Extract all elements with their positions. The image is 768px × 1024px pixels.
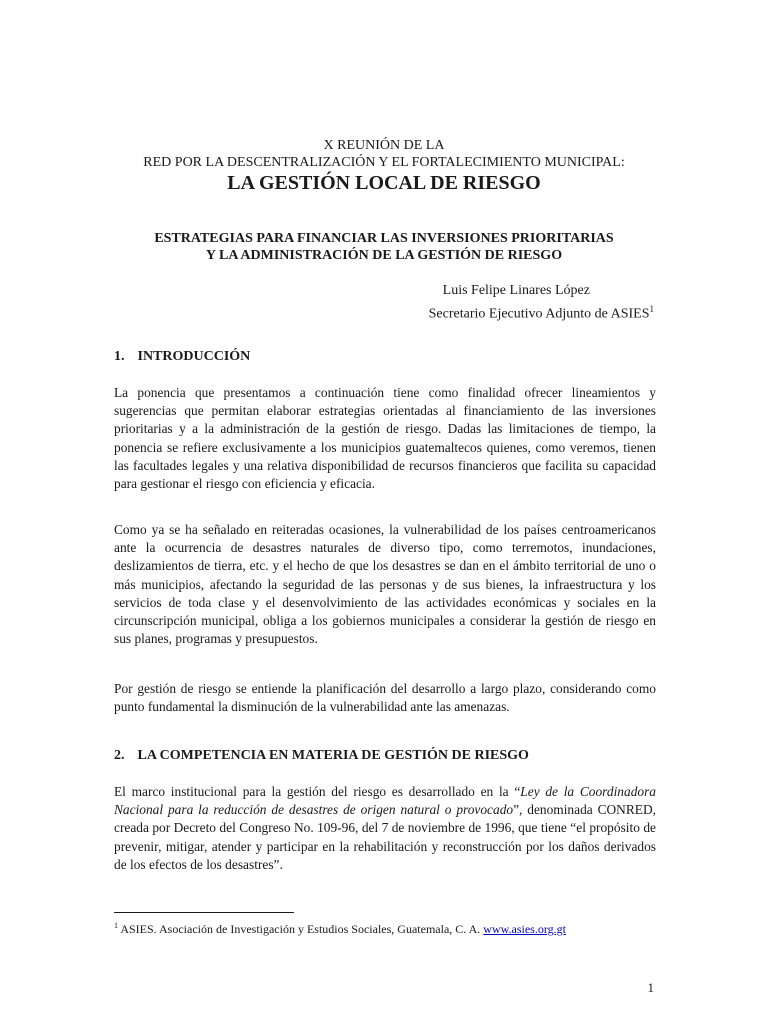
section-title: INTRODUCCIÓN <box>137 349 251 364</box>
author-block <box>429 282 654 324</box>
section-heading-1 <box>114 349 250 365</box>
paragraph <box>114 783 656 874</box>
page-number: 1 <box>647 980 654 995</box>
subtitle-line-1: ESTRATEGIAS PARA FINANCIAR LAS INVERSIONES PRIORITARIAS <box>154 231 614 246</box>
footnote <box>114 918 566 937</box>
section-number: 2. <box>114 748 125 763</box>
footnote-text: ASIES. Asociación de Investigación y Estudios Sociales, Guatemala, C. A. <box>118 922 484 936</box>
author-name: Luis Felipe Linares López <box>442 283 590 298</box>
paragraph: La ponencia que presentamos a continuación tiene como finalidad ofrecer lineamientos y sugerencias que permitan elaborar estrategias orientadas al financiamiento de las inversiones prioritarias y a la administración de la gestión de riesgo. Dadas las limitaciones de tiempo, la ponencia se refiere exclusivamente a los municipios guatemaltecos quienes, como veremos, tienen las facultades legales y una relativa disponibilidad de recursos financieros que facilita su capacidad para gestionar el riesgo con eficiencia y eficacia. <box>114 385 656 492</box>
main-title: LA GESTIÓN LOCAL DE RIESGO <box>227 172 541 194</box>
law-title: Ley de la Coordinadora Nacional para la reducción de desastres de origen natural o provocado <box>114 784 656 818</box>
footnote-reference: 1 <box>649 304 654 314</box>
footnote-link[interactable]: www.asies.org.gt <box>483 922 566 936</box>
paragraph-text: ”, denominada CONRED, creada por Decreto del Congreso No. 109-96, del 7 de noviembre de 1996, que tiene “el propósito de prevenir, mitigar, atender y participar en la rehabilitación y reconstrucción por los daños derivados de los efectos de los desastres”. <box>114 802 656 872</box>
author-role-text: Secretario Ejecutivo Adjunto de ASIES <box>428 306 650 322</box>
header-line-2: RED POR LA DESCENTRALIZACIÓN Y EL FORTALECIMIENTO MUNICIPAL: <box>143 155 625 170</box>
header-line-1: X REUNIÓN DE LA <box>323 138 445 153</box>
paragraph: Como ya se ha señalado en reiteradas ocasiones, la vulnerabilidad de los países centroamericanos ante la ocurrencia de desastres naturales de diverso tipo, como terremotos, inundaciones, deslizamientos de tierra, etc. y el hecho de que los desastres se dan en el ámbito territorial de uno o más municipios, afectando la seguridad de las personas y de sus bienes, la infraestructura y los servicios de toda clase y el desenvolvimiento de las actividades económicas y sociales en la circunscripción municipal, obliga a los gobiernos municipales a considerar la gestión de riesgo en sus planes, programas y presupuestos. <box>114 522 656 647</box>
footnote-divider <box>114 912 294 913</box>
section-number: 1. <box>114 349 125 364</box>
subtitle-line-2: Y LA ADMINISTRACIÓN DE LA GESTIÓN DE RIESGO <box>205 248 563 263</box>
author-role <box>429 300 654 324</box>
paragraph-text: El marco institucional para la gestión del riesgo es desarrollado en la “ <box>114 784 521 799</box>
paragraph: Por gestión de riesgo se entiende la planificación del desarrollo a largo plazo, considerando como punto fundamental la disminución de la vulnerabilidad ante las amenazas. <box>114 681 656 715</box>
section-heading-2 <box>114 748 529 764</box>
section-title: LA COMPETENCIA EN MATERIA DE GESTIÓN DE RIESGO <box>137 748 529 763</box>
footnote-mark: 1 <box>114 921 118 930</box>
